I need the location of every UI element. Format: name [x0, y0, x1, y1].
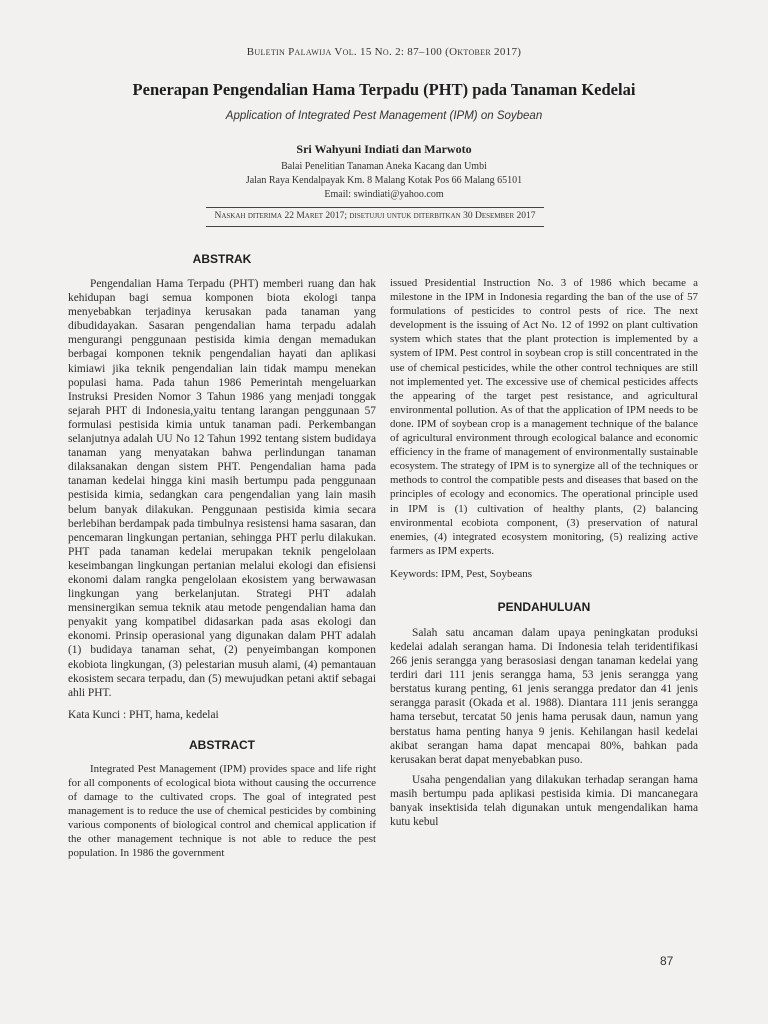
affiliation-address: Jalan Raya Kendalpayak Km. 8 Malang Kotak Pos 66 Malang 65101	[245, 175, 523, 186]
article-authors: Sri Wahyuni Indiati dan Marwoto	[296, 142, 472, 156]
pendahuluan-para-2: Usaha pengendalian yang dilakukan terhadap serangan hama masih bertumpu pada aplikasi pestisida kimia. Di mancanegara banyak insektisida telah digunakan untuk mengendalikan hama kutu kebul	[390, 773, 698, 829]
left-column	[68, 252, 376, 861]
abstrak-keywords: Kata Kunci : PHT, hama, kedelai	[68, 708, 219, 721]
article-subtitle: Application of Integrated Pest Management (IPM) on Soybean	[225, 110, 543, 122]
abstrak-heading: ABSTRAK	[192, 252, 252, 266]
abstract-text-part1: Integrated Pest Management (IPM) provides space and life right for all components of ecological biota without causing the occurrence of damage to the cultivated crops. The goal of integrated pest management is to reduce the use of chemical pesticides by combining various components of biological control and chemical application if the other management technique is not able to reduce the pest population. In 1986 the government	[68, 762, 376, 860]
email-label: Email:	[324, 189, 352, 200]
journal-header: Buletin Palawija Vol. 15 No. 2: 87–100 (Oktober 2017)	[246, 46, 522, 58]
abstract-heading: ABSTRACT	[189, 737, 255, 752]
received-date: Naskah diterima 22 Maret 2017; disetujui untuk diterbitkan 30 Desember 2017	[214, 211, 536, 221]
abstract-text-part2: issued Presidential Instruction No. 3 of 1986 which became a milestone in the IPM in Indonesia regarding the ban of the use of 57 formulations of pesticides to control pests of rice. The next development is the issuing of Act No. 12 of 1992 on plant cultivation system which states that the plant protection is implemented by a system of IPM. Pest control in soybean crop is still concentrated in the use of chemical pesticides, while the other control techniques are still not implemented yet. The excessive use of chemical pesticides affects the appearing of the target pest resistance, and agricultural environmental pollution. As of that the application of IPM needs to be done. IPM of soybean crop is a management technique of the balance of agricultural environment through ecological balance and economic efficiency in the frame of management of environmentally sustainable ecosystem. The strategy of IPM is to synergize all of the techniques or methods to control the compatible pests and diseases that based on the principles of ecology and economics. The operational principle used in IPM is (1) cultivation of healthy plants, (2) balancing environmental ecobiota component, (3) preservation of natural enemies, (4) integrated ecosystem monitoring, (5) realizing active farmers as IPM experts.	[390, 277, 698, 557]
abstrak-text: Pengendalian Hama Terpadu (PHT) memberi ruang dan hak kehidupan bagi semua komponen biota ekologi tanpa menyebabkan terjadinya kerusakan pada tanaman yang dibudidayakan. Sasaran pengendalian hama terpadu adalah mengurangi penggunaan pestisida kimia dengan memadukan berbagai komponen teknik pengendalian hayati dan aplikasi kimiawi jika teknik pengendalian lain tidak mampu menekan populasi hama. Pada tahun 1986 Pemerintah mengeluarkan Instruksi Presiden Nomor 3 Tahun 1986 yang menjadi tonggak sejarah PHT di Indonesia,yaitu tentang larangan penggunaan 57 formulasi pestisida kimia untuk tanaman padi. Perkembangan selanjutnya adalah UU No 12 Tahun 1992 tentang sistem budidaya tanaman yang menyatakan bahwa perlindungan tanaman dilaksanakan dengan sistem PHT. Pengendalian hama pada tanaman kedelai hingga kini masih bertumpu pada penggunaan pestisida kimia, sedangkan cara pengendalian yang lain masih belum banyak dilakukan. Penggunaan pestisida kimia secara berlebihan berdampak pada timbulnya resistensi hama sasaran, dan pencemaran lingkungan pertanian, sehingga PHT perlu dilakukan. PHT pada tanaman kedelai merupakan teknik pengelolaan keseimbangan lingkungan pertanian melalui ekologi dan efisiensi ekonomi dalam rangka pengelolaan ekosistem yang berwawasan lingkungan yang berkelanjutan. Strategi PHT adalah mensinergikan semua teknik atau metode pengendalian hama dan penyakit yang kompatibel didasarkan pada asas ekologi dan ekonomi. Prinsip operasional yang digunakan dalam PHT adalah (1) budidaya tanaman sehat, (2) penyeimbangan komponen ekobiota lingkungan, (3) pelestarian musuh alami, (4) pemantauan ekosistem secara terpadu, dan (5) mewujudkan petani aktif sebagai ahli PHT.	[68, 278, 376, 699]
affiliation-institute: Balai Penelitian Tanaman Aneka Kacang dan Umbi	[281, 161, 487, 172]
divider-top	[206, 207, 544, 208]
pendahuluan-para-1: Salah satu ancaman dalam upaya peningkatan produksi kedelai adalah serangan hama. Di Indonesia telah teridentifikasi 266 jenis serangga yang berasosiasi dengan tanaman kedelai yang terdiri dari 111 jenis serangga hama, 53 jenis serangga yang berstatus kurang penting, 61 jenis serangga predator dan 41 jenis serangga parasit (Okada et al. 1988). Diantara 111 jenis serangga hama tersebut, tercatat 50 jenis hama perusak daun, namun yang berstatus hama penting hanya 9 jenis. Kehilangan hasil kedelai akibat serangan hama dapat mencapai 80%, bahkan pada kerusakan berat dapat menyebabkan puso.	[390, 626, 698, 766]
abstract-keywords: Keywords: IPM, Pest, Soybeans	[390, 567, 533, 580]
divider-bottom	[206, 226, 544, 227]
pendahuluan-heading: PENDAHULUAN	[497, 599, 591, 614]
affiliation-email	[40, 188, 728, 202]
email-address[interactable]: swindiati@yahoo.com	[353, 189, 444, 200]
page-number: 87	[660, 954, 674, 968]
right-column	[390, 276, 698, 829]
article-title: Penerapan Pengendalian Hama Terpadu (PHT) pada Tanaman Kedelai	[132, 80, 636, 99]
author-affiliation	[40, 160, 728, 202]
